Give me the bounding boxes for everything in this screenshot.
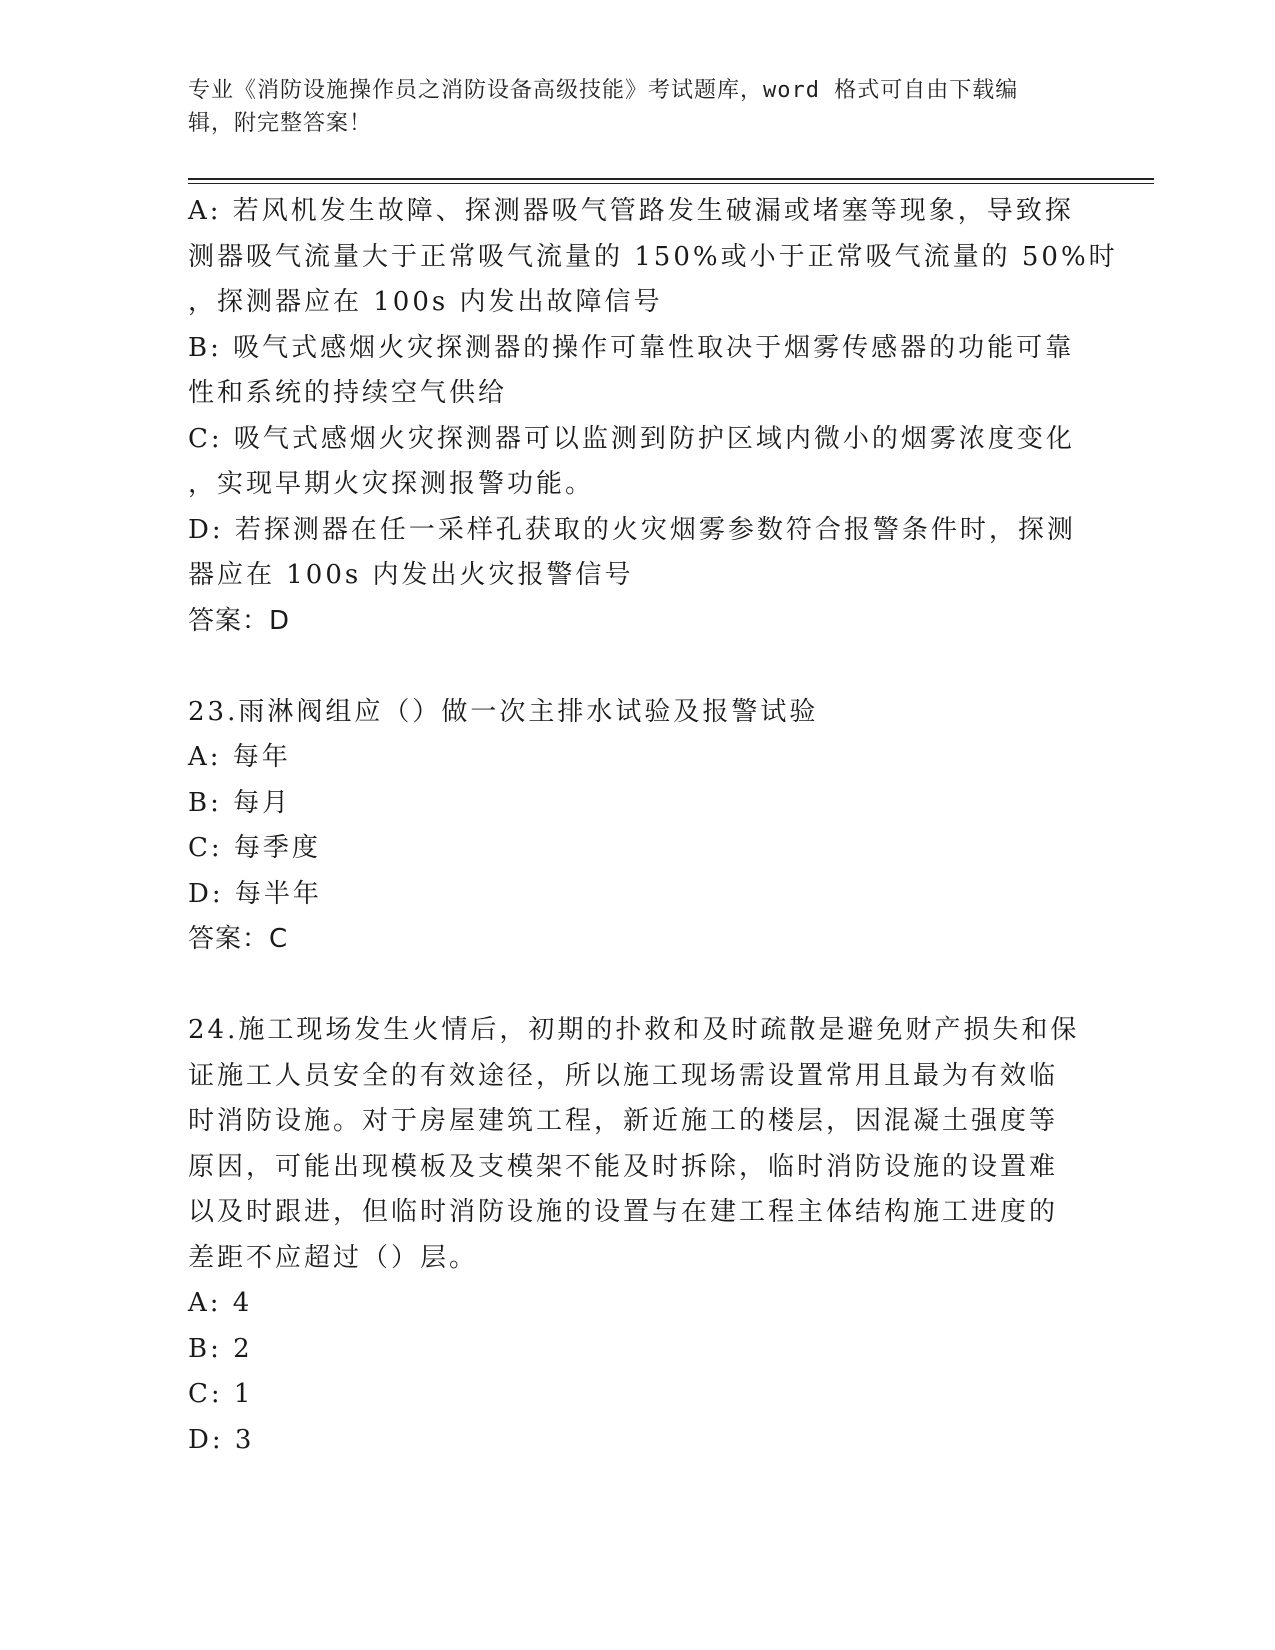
text-line: D: 若探测器在任一采样孔获取的火灾烟雾参数符合报警条件时，探测 <box>188 514 1076 545</box>
q23-answer: 答案：C <box>188 924 289 954</box>
q22-answer: 答案：D <box>188 605 291 636</box>
question-24 <box>188 1008 1078 1463</box>
q23-stem: 23.雨淋阀组应（）做一次主排水试验及报警试验 <box>188 696 819 727</box>
q23-option-c: C: 每季度 <box>188 833 321 863</box>
text-line: 证施工人员安全的有效途径，所以施工现场需设置常用且最为有效临 <box>188 1060 1059 1091</box>
q23-option-b: B: 每月 <box>188 787 292 818</box>
text-line: 器应在 100s 内发出火灾报警信号 <box>188 560 634 590</box>
q24-option-a: A: 4 <box>188 1288 253 1318</box>
q23-option-d: D: 每半年 <box>188 878 322 909</box>
spacer <box>188 963 1078 1009</box>
text-line: 24.施工现场发生火情后，初期的扑救和及时疏散是避免财产损失和保 <box>188 1015 1080 1045</box>
q23-option-a: A: 每年 <box>188 742 291 772</box>
q24-option-d: D: 3 <box>188 1424 255 1455</box>
q22-option-b <box>188 326 1078 417</box>
text-line: 性和系统的持续空气供给 <box>188 378 508 408</box>
text-line: A: 若风机发生故障、探测器吸气管路发生破漏或堵塞等现象，导致探 <box>188 196 1074 226</box>
q24-option-b: B: 2 <box>188 1333 253 1364</box>
header-line-1: 专业《消防设施操作员之消防设备高级技能》考试题库，word 格式可自由下载编 <box>188 78 1019 103</box>
q24-option-c: C: 1 <box>188 1379 254 1409</box>
text-line: 差距不应超过（）层。 <box>188 1242 479 1273</box>
text-line: B: 吸气式感烟火灾探测器的操作可靠性取决于烟雾传感器的功能可靠 <box>188 332 1075 363</box>
document-body <box>188 189 1118 1463</box>
q22-option-a <box>188 189 1118 326</box>
q22-option-d <box>188 508 1078 599</box>
text-line: 时消防设施。对于房屋建筑工程，新近施工的楼层，因混凝土强度等 <box>188 1106 1059 1136</box>
q24-stem <box>188 1008 1078 1281</box>
header-divider-thin <box>188 183 1154 184</box>
text-line: 测器吸气流量大于正常吸气流量的 150%或小于正常吸气流量的 50%时 <box>188 241 1118 272</box>
question-23 <box>188 690 1078 963</box>
text-line: 以及时跟进，但临时消防设施的设置与在建工程主体结构施工进度的 <box>188 1197 1059 1227</box>
document-header <box>188 74 1068 140</box>
spacer <box>188 644 1078 690</box>
text-line: C: 吸气式感烟火灾探测器可以监测到防护区域内微小的烟雾浓度变化 <box>188 423 1075 454</box>
header-divider-thick <box>188 178 1154 180</box>
q22-option-c <box>188 417 1078 508</box>
text-line: 原因，可能出现模板及支模架不能及时拆除，临时消防设施的设置难 <box>188 1151 1059 1182</box>
header-line-2: 辑，附完整答案！ <box>188 111 373 136</box>
text-line: ，实现早期火灾探测报警功能。 <box>188 469 595 499</box>
question-22 <box>188 189 1118 644</box>
text-line: ，探测器应在 100s 内发出故障信号 <box>188 287 663 317</box>
